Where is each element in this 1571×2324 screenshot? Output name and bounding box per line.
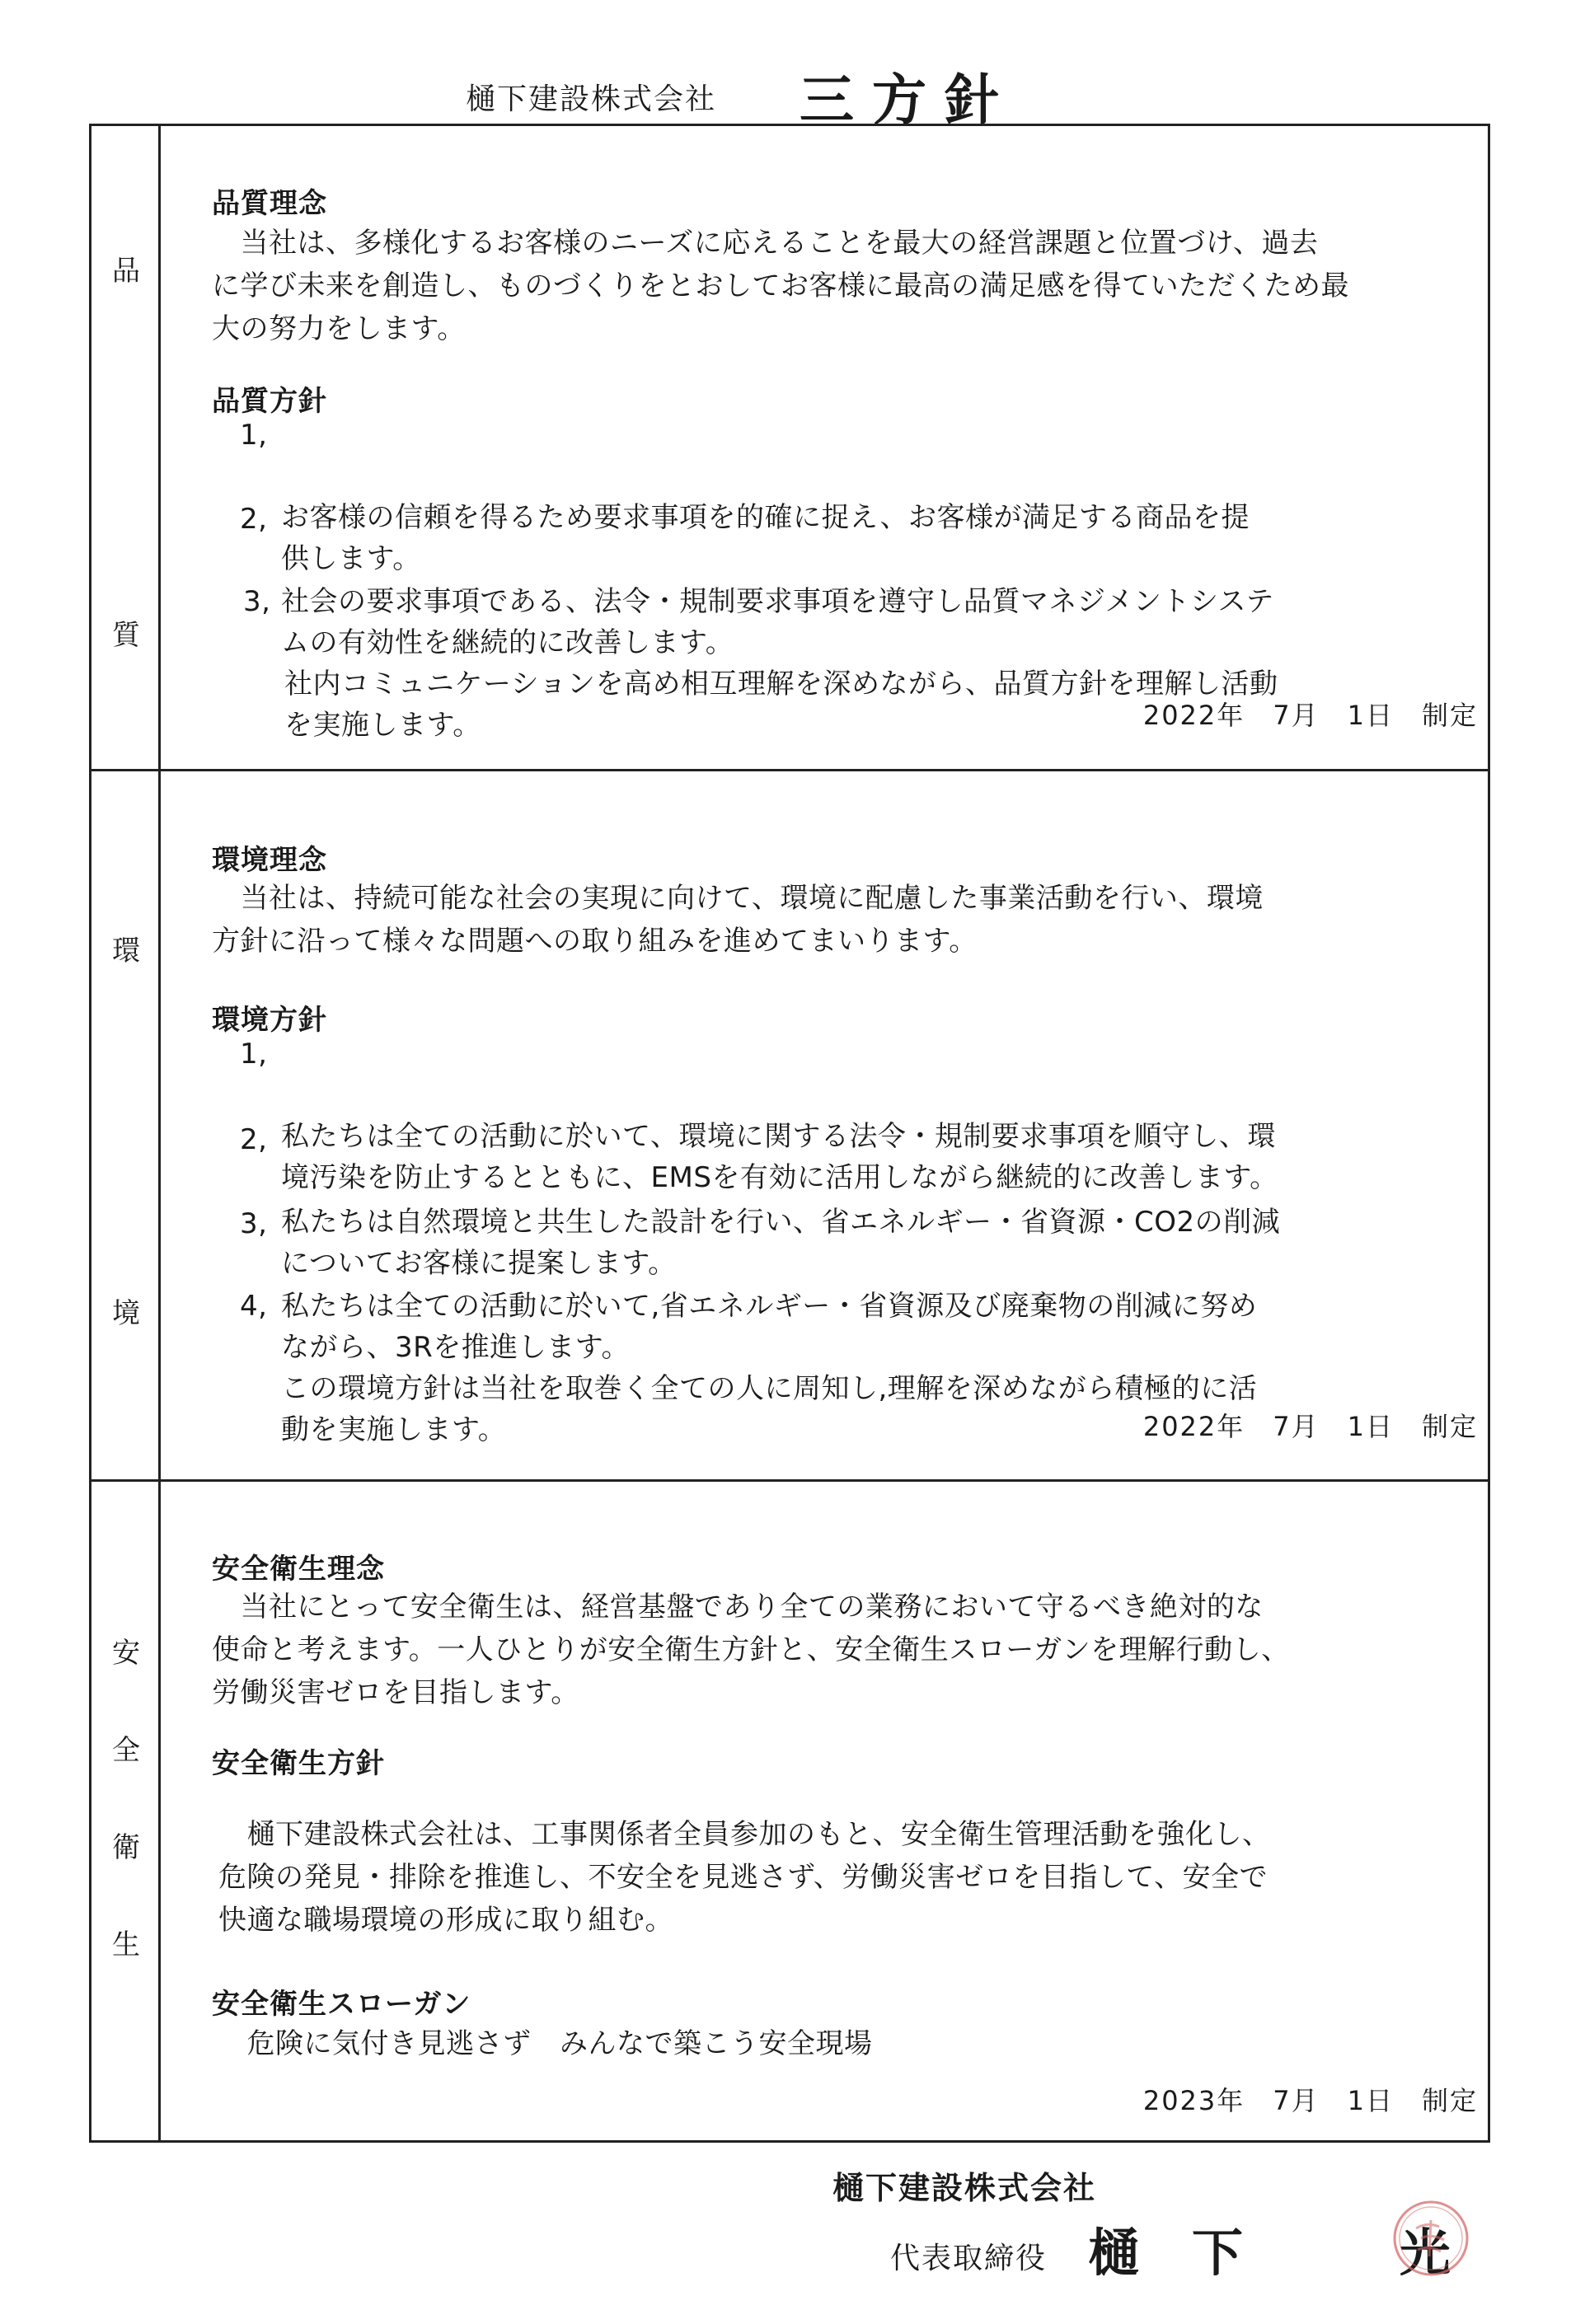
safety-slogan-heading: 安全衛生スローガン: [212, 1988, 471, 2021]
safety-slogan-text: 危険に気付き見逃さず みんなで築こう安全現場: [218, 2027, 873, 2060]
page-title: 三方針: [800, 68, 1017, 132]
safety-section: [91, 1479, 1488, 2140]
quality-philosophy-heading: 品質理念: [212, 187, 327, 220]
environment-policy-item: 4, この環境方針は当社を取巻く全ての人に周知し,理解を深めながら積極的に活 動を実施します。: [240, 1290, 1258, 1446]
environment-philosophy-text: 当社は、持続可能な社会の実現に向けて、環境に配慮した事業活動を行い、環境 方針に沿って様々な問題への取り組みを進めてまいります。: [212, 882, 1264, 958]
quality-established-date: 2022年 7月 1日 制定: [1142, 700, 1478, 731]
quality-policy-item: 2, 社会の要求事項である、法令・規制要求事項を遵守し品質マネジメントシステ ムの有効性を継続的に改善します。: [240, 503, 1274, 659]
quality-policy-item: 3, 社内コミュニケーションを高め相互理解を深めながら、品質方針を理解し活動 を実施します。: [243, 585, 1278, 742]
safety-content: [161, 1482, 1488, 2140]
safety-label-char: 生: [112, 1928, 140, 1961]
environment-policy-item: 3, 私たちは全ての活動に於いて,省エネルギー・省資源及び廃棄物の削減に努め ながら、3Rを推進します。: [240, 1207, 1258, 1364]
environment-established-date: 2022年 7月 1日 制定: [1142, 1411, 1478, 1442]
header-company-name: 樋下建設株式会社: [466, 82, 717, 116]
environment-label-char: 環: [112, 935, 140, 968]
company-seal-icon: [1390, 2197, 1472, 2279]
quality-label-char: 品: [112, 255, 140, 288]
environment-policy-item: 2, 私たちは自然環境と共生した設計を行い、省エネルギー・省資源・CO2の削減 についてお客様に提案します。: [240, 1123, 1281, 1280]
quality-philosophy-text: 当社は、多様化するお客様のニーズに応えることを最大の経営課題と位置づけ、過去 に学び未来を創造し、ものづくりをとおしてお客様に最高の満足感を得ていただくため最 大の努力をします。: [212, 227, 1349, 345]
environment-section: [91, 769, 1488, 1479]
safety-label-char: 安: [112, 1637, 140, 1670]
environment-label-char: 境: [112, 1297, 140, 1330]
quality-label-char: 質: [112, 619, 140, 652]
environment-policy-heading: 環境方針: [212, 1004, 327, 1037]
quality-label-column: [91, 126, 161, 769]
safety-philosophy-heading: 安全衛生理念: [212, 1553, 385, 1586]
footer-company-name: 樋下建設株式会社: [832, 2170, 1097, 2206]
safety-label-column: [91, 1482, 161, 2140]
signature-block: [0, 2153, 1571, 2317]
quality-section: [91, 126, 1488, 769]
policy-frame: [89, 124, 1490, 2143]
environment-content: [161, 771, 1488, 1479]
environment-policy-item: 1, 私たちは全ての活動に於いて、環境に関する法令・規制要求事項を順守し、環 境汚染を防止するとともに、EMSを有効に活用しながら継続的に改善します。: [240, 1038, 1278, 1194]
page-header: [0, 56, 1571, 130]
safety-label-char: 衛: [112, 1831, 140, 1864]
quality-policy-heading: 品質方針: [212, 385, 327, 418]
safety-established-date: 2023年 7月 1日 制定: [1142, 2085, 1478, 2116]
representative-name: 樋下 光: [1088, 2223, 1504, 2283]
safety-label-char: 全: [112, 1734, 140, 1767]
safety-policy-text: 樋下建設株式会社は、工事関係者全員参加のもと、安全衛生管理活動を強化し、 危険の発見・排除を推進し、不安全を見逃さず、労働災害ゼロを目指して、安全で 快適な職場環境の形成に取り組む。: [218, 1818, 1271, 1937]
safety-policy-heading: 安全衛生方針: [212, 1747, 385, 1780]
environment-philosophy-heading: 環境理念: [212, 844, 327, 877]
quality-content: [161, 126, 1488, 769]
representative-title: 代表取締役: [890, 2242, 1048, 2275]
environment-label-column: [91, 771, 161, 1479]
safety-philosophy-text: 当社にとって安全衛生は、経営基盤であり全ての業務において守るべき絶対的な 使命と考えます。一人ひとりが安全衛生方針と、安全衛生スローガンを理解行動し、 労働災害ゼロを目指します。: [212, 1591, 1290, 1709]
quality-policy-item: 1, お客様の信頼を得るため要求事項を的確に捉え、お客様が満足する商品を提 供します。: [240, 419, 1250, 575]
